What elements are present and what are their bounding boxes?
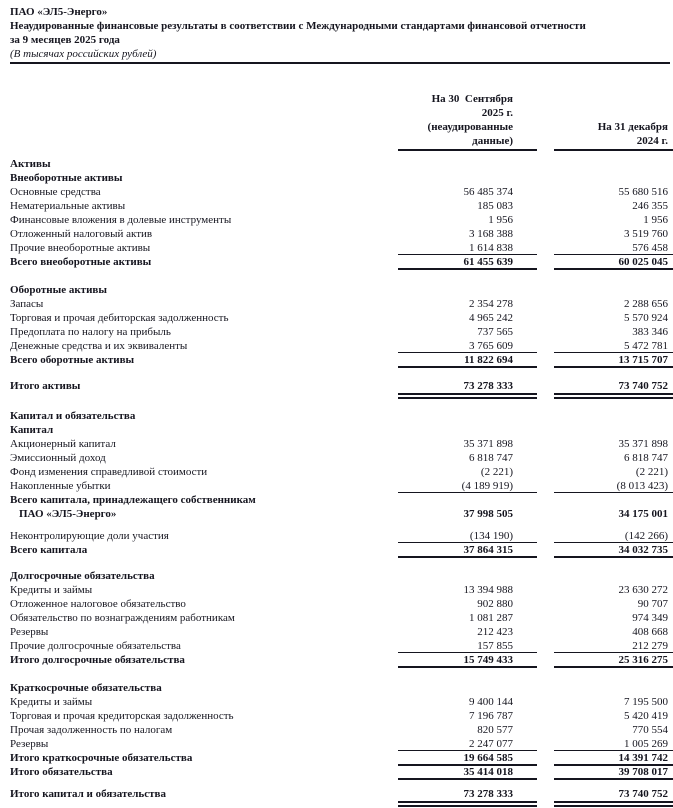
value-2025: 7 196 787	[469, 710, 513, 722]
grand-total-row	[10, 787, 673, 801]
value-2025: (4 189 919)	[398, 479, 537, 493]
value-2024: 383 346	[632, 326, 668, 338]
row-label: Нематериальные активы	[10, 200, 126, 212]
row-label: Долгосрочные обязательства	[10, 570, 155, 582]
table-row	[10, 597, 673, 611]
row-label: Итого капитал и обязательства	[10, 788, 166, 800]
column-gap	[537, 493, 554, 521]
value-2025	[398, 569, 537, 583]
value-2024	[554, 157, 673, 171]
column-gap	[537, 625, 554, 639]
table-row	[10, 213, 673, 227]
row-label: Прочие долгосрочные обязательства	[10, 640, 181, 652]
column-gap	[537, 297, 554, 311]
table-row	[10, 529, 673, 543]
section-row	[10, 157, 673, 171]
column-gap	[537, 529, 554, 543]
column-gap	[537, 199, 554, 213]
column-gap	[537, 723, 554, 737]
value-2024: 25 316 275	[554, 653, 673, 667]
value-2024: 246 355	[632, 200, 668, 212]
column-gap	[537, 751, 554, 765]
value-2025: 1 956	[488, 214, 513, 226]
units-note: (В тысячах российских рублей)	[10, 48, 157, 60]
spacer	[10, 269, 673, 283]
value-2025	[398, 409, 537, 423]
value-2025: 37 864 315	[398, 543, 537, 557]
statement-table-body	[10, 157, 673, 801]
row-label: Отложенный налоговый актив	[10, 228, 153, 240]
table-row	[10, 611, 673, 625]
column-gap	[537, 765, 554, 779]
company-name: ПАО «ЭЛ5-Энерго»	[10, 6, 108, 18]
value-2025: 2 354 278	[469, 298, 513, 310]
row-label: Внеоборотные активы	[10, 172, 123, 184]
row-label: Резервы	[10, 626, 49, 638]
row-label: Предоплата по налогу на прибыль	[10, 326, 171, 338]
section-row	[10, 681, 673, 695]
row-label: Итого долгосрочные обязательства	[10, 654, 185, 666]
value-2024: 14 391 742	[554, 751, 673, 765]
section-row	[10, 171, 673, 185]
value-2024: 5 420 419	[624, 710, 668, 722]
value-2025: 3 168 388	[469, 228, 513, 240]
value-2025: 35 414 018	[398, 765, 537, 779]
value-2025: 11 822 694	[398, 353, 537, 367]
value-2025	[398, 157, 537, 171]
spacer	[10, 521, 673, 529]
table-row	[10, 199, 673, 213]
column-gap	[537, 353, 554, 367]
column-gap	[537, 423, 554, 437]
column-header-2025-line3: (неаудированные	[427, 121, 513, 133]
row-label: Торговая и прочая дебиторская задолженность	[10, 312, 229, 324]
table-row	[10, 583, 673, 597]
section-row	[10, 423, 673, 437]
column-header-2025	[398, 92, 537, 151]
column-header-2024-line1: На 31 декабря	[597, 121, 668, 133]
column-headers	[10, 92, 673, 151]
value-2024: 39 708 017	[554, 765, 673, 779]
value-2025: (2 221)	[480, 466, 513, 478]
row-label: Фонд изменения справедливой стоимости	[10, 466, 208, 478]
table-row	[10, 625, 673, 639]
column-gap	[537, 653, 554, 667]
table-row	[10, 311, 673, 325]
document-title-line2: за 9 месяцев 2025 года	[10, 34, 120, 46]
value-2025: 212 423	[477, 626, 513, 638]
value-2024	[554, 283, 673, 297]
table-row	[10, 465, 673, 479]
total-row	[10, 255, 673, 269]
column-gap	[537, 583, 554, 597]
value-2024: 55 680 516	[618, 186, 668, 198]
value-2024: (142 266)	[554, 529, 673, 543]
column-gap	[537, 171, 554, 185]
table-row	[10, 339, 673, 353]
row-label: Оборотные активы	[10, 284, 107, 296]
row-label: Капитал	[10, 424, 54, 436]
table-row	[10, 479, 673, 493]
table-row	[10, 639, 673, 653]
row-label: Капитал и обязательства	[10, 410, 136, 422]
row-label: Запасы	[10, 298, 44, 310]
value-2024: 5 570 924	[624, 312, 668, 324]
value-2025	[398, 283, 537, 297]
column-gap	[537, 339, 554, 353]
value-2024	[554, 171, 673, 185]
column-gap	[537, 325, 554, 339]
column-gap	[537, 543, 554, 557]
value-2024: 1 956	[643, 214, 668, 226]
value-2025: (134 190)	[398, 529, 537, 543]
column-gap	[537, 479, 554, 493]
column-header-2024-line2: 2024 г.	[636, 135, 668, 147]
row-label: Неконтролирующие доли участия	[10, 530, 169, 542]
value-2025	[398, 171, 537, 185]
value-2025: 73 278 333	[398, 379, 537, 393]
row-label: Кредиты и займы	[10, 584, 93, 596]
row-label: Всего оборотные активы	[10, 354, 135, 366]
row-label: Основные средства	[10, 186, 101, 198]
column-gap	[537, 379, 554, 393]
value-2024: 34 032 735	[554, 543, 673, 557]
value-2025: 61 455 639	[398, 255, 537, 269]
value-2025: 902 880	[477, 598, 513, 610]
column-gap	[537, 681, 554, 695]
table-row	[10, 451, 673, 465]
value-2024: 5 472 781	[554, 339, 673, 353]
spacer	[10, 779, 673, 787]
value-2024: (8 013 423)	[554, 479, 673, 493]
value-2025: 2 247 077	[398, 737, 537, 751]
value-2025	[398, 423, 537, 437]
section-row	[10, 569, 673, 583]
value-2025: 820 577	[477, 724, 513, 736]
row-label: Накопленные убытки	[10, 480, 111, 492]
spacer	[10, 557, 673, 569]
column-header-2024	[554, 92, 673, 151]
spacer	[10, 367, 673, 379]
value-2024: 35 371 898	[618, 438, 668, 450]
column-gap	[537, 709, 554, 723]
document-title-line1: Неаудированные финансовые результаты в соответствии с Международными стандартами финансовой отчетности	[10, 20, 586, 32]
value-2025: 185 083	[477, 200, 513, 212]
value-2024: 73 740 752	[554, 787, 673, 801]
value-2024: 60 025 045	[554, 255, 673, 269]
row-label: Всего внеоборотные активы	[10, 256, 152, 268]
column-gap	[537, 597, 554, 611]
value-2025: 73 278 333	[398, 787, 537, 801]
total-row	[10, 751, 673, 765]
column-gap	[537, 465, 554, 479]
column-gap	[537, 787, 554, 801]
row-label: Итого краткосрочные обязательства	[10, 752, 193, 764]
value-2024: 1 005 269	[554, 737, 673, 751]
value-2025: 37 998 505	[463, 508, 513, 520]
column-gap	[537, 695, 554, 709]
value-2025: 15 749 433	[398, 653, 537, 667]
column-gap	[537, 737, 554, 751]
total-row	[10, 543, 673, 557]
value-2025: 35 371 898	[463, 438, 513, 450]
column-gap	[537, 157, 554, 171]
value-2025: 157 855	[398, 639, 537, 653]
column-gap	[537, 569, 554, 583]
value-2024: 13 715 707	[554, 353, 673, 367]
row-label: Прочая задолженность по налогам	[10, 724, 173, 736]
value-2024: 7 195 500	[624, 696, 668, 708]
column-gap	[537, 283, 554, 297]
column-gap	[537, 451, 554, 465]
value-2024	[554, 681, 673, 695]
column-gap	[537, 611, 554, 625]
table-row	[10, 241, 673, 255]
table-row	[10, 723, 673, 737]
row-label: Отложенное налоговое обязательство	[10, 598, 186, 610]
row-label: Резервы	[10, 738, 49, 750]
table-row	[10, 437, 673, 451]
row-label: Прочие внеоборотные активы	[10, 242, 151, 254]
column-gap	[537, 639, 554, 653]
column-gap	[537, 437, 554, 451]
row-label: Эмиссионный доход	[10, 452, 106, 464]
value-2024: 212 279	[554, 639, 673, 653]
row-label: Акционерный капитал	[10, 438, 116, 450]
table-row	[10, 325, 673, 339]
row-label: Всего капитала	[10, 544, 88, 556]
value-2024: 974 349	[632, 612, 668, 624]
row-label-line2: ПАО «ЭЛ5-Энерго»	[19, 508, 117, 520]
table-row	[10, 695, 673, 709]
table-row	[10, 185, 673, 199]
column-header-2025-line2: 2025 г.	[481, 107, 513, 119]
row-label: Кредиты и займы	[10, 696, 93, 708]
row-label: Финансовые вложения в долевые инструменты	[10, 214, 232, 226]
value-2025: 1 081 287	[469, 612, 513, 624]
column-gap	[537, 241, 554, 255]
header-divider	[10, 62, 670, 64]
table-row	[10, 297, 673, 311]
value-2024: 90 707	[637, 598, 668, 610]
row-label: Денежные средства и их эквиваленты	[10, 340, 188, 352]
column-gap	[537, 311, 554, 325]
value-2024: 23 630 272	[618, 584, 668, 596]
value-2024: 408 668	[632, 626, 668, 638]
value-2024: 770 554	[632, 724, 668, 736]
column-header-2025-line1: На 30 Сентября	[431, 93, 513, 105]
column-gap	[537, 185, 554, 199]
row-label	[10, 493, 398, 521]
value-2024: 34 175 001	[618, 508, 668, 520]
value-2024: 3 519 760	[624, 228, 668, 240]
row-label: Итого активы	[10, 380, 81, 392]
value-2024	[554, 569, 673, 583]
total-row	[10, 353, 673, 367]
value-2025: 13 394 988	[463, 584, 513, 596]
value-2024: 576 458	[554, 241, 673, 255]
table-row	[10, 737, 673, 751]
column-header-2025-line4: данные)	[472, 135, 513, 147]
value-2025: 9 400 144	[469, 696, 513, 708]
column-gap	[537, 227, 554, 241]
spacer	[10, 667, 673, 681]
column-gap	[537, 409, 554, 423]
total-row	[10, 765, 673, 779]
value-2024: 2 288 656	[624, 298, 668, 310]
value-2025: 4 965 242	[469, 312, 513, 324]
value-2025: 56 485 374	[463, 186, 513, 198]
value-2025: 1 614 838	[398, 241, 537, 255]
table-row	[10, 227, 673, 241]
row-label: Торговая и прочая кредиторская задолженность	[10, 710, 234, 722]
value-2024	[554, 409, 673, 423]
value-2024	[554, 423, 673, 437]
total-row	[10, 493, 673, 521]
value-2025: 19 664 585	[398, 751, 537, 765]
value-2025: 3 765 609	[398, 339, 537, 353]
section-row	[10, 409, 673, 423]
row-label: Итого обязательства	[10, 766, 113, 778]
column-gap	[537, 255, 554, 269]
value-2024: 73 740 752	[554, 379, 673, 393]
grand-total-row	[10, 379, 673, 393]
value-2024: (2 221)	[635, 466, 668, 478]
section-row	[10, 283, 673, 297]
table-row	[10, 709, 673, 723]
value-2024: 6 818 747	[624, 452, 668, 464]
column-gap	[537, 213, 554, 227]
value-2025: 6 818 747	[469, 452, 513, 464]
total-row	[10, 653, 673, 667]
row-label-line1: Всего капитала, принадлежащего собственникам	[10, 494, 256, 506]
row-label: Краткосрочные обязательства	[10, 682, 162, 694]
document-header	[10, 5, 673, 64]
row-label: Обязательство по вознаграждениям работникам	[10, 612, 235, 624]
row-label: Активы	[10, 158, 51, 170]
value-2025	[398, 681, 537, 695]
value-2025: 737 565	[477, 326, 513, 338]
